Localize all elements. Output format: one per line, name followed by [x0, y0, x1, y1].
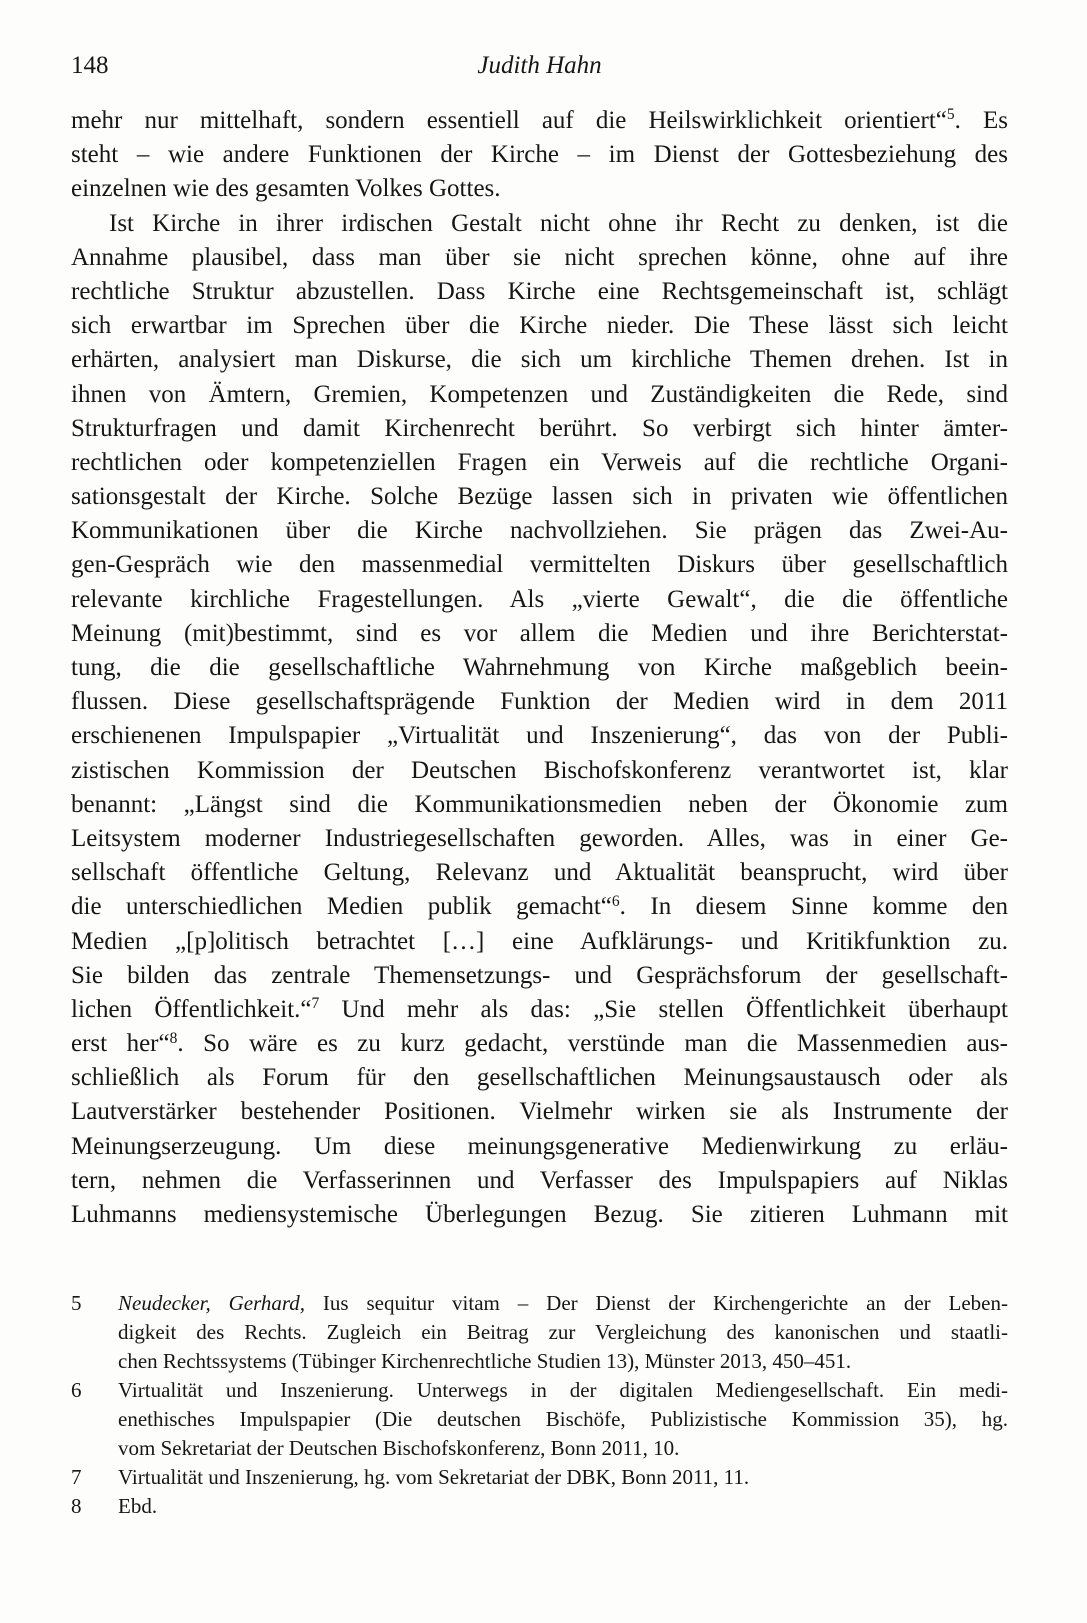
- footnote-text: [118, 1376, 1008, 1463]
- text-line: sich erwartbar im Sprechen über die Kirche nieder. Die These lässt sich leicht: [71, 312, 1008, 340]
- text-line: lichen Öffentlichkeit.“$^7$ Und mehr als das: „Sie stellen Öffentlichkeit überhaupt: [71, 995, 1008, 1023]
- text-line: schließlich als Forum für den gesellschaftlichen Meinungsaustausch oder als: [71, 1064, 1008, 1092]
- text-line: erhärten, analysiert man Diskurse, die sich um kirchliche Themen drehen. Ist in: [71, 346, 1008, 374]
- footnote-line: vom Sekretariat der Deutschen Bischofskonferenz, Bonn 2011, 10.: [118, 1436, 680, 1460]
- text-line: Sie bilden das zentrale Themensetzungs- und Gesprächsforum der gesellschaft-: [71, 961, 1008, 989]
- text-line: die unterschiedlichen Medien publik gemacht“$^6$. In diesem Sinne komme den: [71, 892, 1008, 921]
- page-header: [71, 52, 1008, 86]
- text-line: Meinung (mit)bestimmt, sind es vor allem die Medien und ihre Berichterstat-: [71, 619, 1008, 647]
- footnote: [71, 1492, 1008, 1521]
- text-line: Meinungserzeugung. Um diese meinungsgenerative Medienwirkung zu erläu-: [71, 1132, 1008, 1160]
- text-line: erst her“$^8$. So wäre es zu kurz gedacht, verstünde man die Massenmedien aus-: [71, 1029, 1008, 1058]
- text-line: zistischen Kommission der Deutschen Bischofskonferenz verantwortet ist, klar: [71, 756, 1008, 784]
- footnote-line: Virtualität und Inszenierung. Unterwegs in der digitalen Mediengesellschaft. Ein medi-: [118, 1378, 1008, 1402]
- text-line: Leitsystem moderner Industriegesellschaften geworden. Alles, was in einer Ge-: [71, 824, 1008, 852]
- text-line: steht – wie andere Funktionen der Kirche – im Dienst der Gottesbeziehung des: [71, 141, 1008, 169]
- footnotes-section: [71, 1289, 1008, 1521]
- text-line: einzelnen wie des gesamten Volkes Gottes.: [71, 175, 501, 203]
- body-text: [71, 104, 1008, 1232]
- text-line: relevante kirchliche Fragestellungen. Als „vierte Gewalt“, die die öffentliche: [71, 585, 1008, 613]
- footnote-number: 7: [71, 1465, 82, 1489]
- text-line: mehr nur mittelhaft, sondern essentiell auf die Heilswirklichkeit orientiert“$^5$. Es: [71, 106, 1009, 134]
- footnote: [71, 1463, 1008, 1492]
- running-head: Judith Hahn: [477, 52, 602, 79]
- footnote-text: [118, 1289, 1008, 1376]
- text-line: rechtlichen oder kompetenziellen Fragen ein Verweis auf die rechtliche Organi-: [71, 448, 1008, 476]
- text-line: erschienenen Impulspapier „Virtualität und Inszenierung“, das von der Publi-: [71, 722, 1008, 750]
- footnote-line: Virtualität und Inszenierung, hg. vom Sekretariat der DBK, Bonn 2011, 11.: [118, 1465, 750, 1489]
- footnote-number: 8: [71, 1494, 82, 1518]
- footnote-line: enethisches Impulspapier (Die deutschen Bischöfe, Publizistische Kommission 35), hg.: [118, 1407, 1008, 1431]
- text-line: Medien „[p]olitisch betrachtet […] eine Aufklärungs- und Kritikfunktion zu.: [71, 927, 1008, 955]
- footnote-text: [118, 1463, 1008, 1492]
- text-line: sationsgestalt der Kirche. Solche Bezüge lassen sich in privaten wie öffentlichen: [71, 483, 1008, 511]
- text-line: benannt: „Längst sind die Kommunikationsmedien neben der Ökonomie zum: [71, 790, 1008, 818]
- text-line: tung, die die gesellschaftliche Wahrnehmung von Kirche maßgeblich beein-: [71, 654, 1008, 681]
- text-line: ihnen von Ämtern, Gremien, Kompetenzen und Zuständigkeiten die Rede, sind: [71, 380, 1008, 408]
- footnote: [71, 1376, 1008, 1463]
- text-line: Annahme plausibel, dass man über sie nicht sprechen könne, ohne auf ihre: [71, 243, 1008, 271]
- footnote-text: [118, 1492, 1008, 1521]
- text-line: Ist Kirche in ihrer irdischen Gestalt nicht ohne ihr Recht zu denken, ist die: [109, 209, 1008, 237]
- text-line: Kommunikationen über die Kirche nachvollziehen. Sie prägen das Zwei-Au-: [71, 517, 1008, 545]
- footnote-line: chen Rechtssystems (Tübinger Kirchenrechtliche Studien 13), Münster 2013, 450–451.: [118, 1349, 852, 1373]
- text-line: Strukturfragen und damit Kirchenrecht berührt. So verbirgt sich hinter ämter-: [71, 414, 1008, 442]
- footnote-line: Neudecker, Gerhard, Ius sequitur vitam – Der Dienst der Kirchengerichte an der Leben-: [118, 1291, 1008, 1315]
- text-line: rechtliche Struktur abzustellen. Dass Kirche eine Rechtsgemeinschaft ist, schlägt: [71, 277, 1008, 305]
- page-number: 148: [71, 52, 109, 79]
- text-line: sellschaft öffentliche Geltung, Relevanz und Aktualität beansprucht, wird über: [71, 859, 1008, 887]
- footnote-line: Ebd.: [118, 1494, 158, 1518]
- footnote: [71, 1289, 1008, 1376]
- footnote-number: 5: [71, 1291, 82, 1315]
- text-line: Luhmanns mediensystemische Überlegungen Bezug. Sie zitieren Luhmann mit: [71, 1201, 1008, 1228]
- text-line: tern, nehmen die Verfasserinnen und Verfasser des Impulspapiers auf Niklas: [71, 1166, 1008, 1194]
- text-line: flussen. Diese gesellschaftsprägende Funktion der Medien wird in dem 2011: [71, 688, 1008, 716]
- footnote-line: digkeit des Rechts. Zugleich ein Beitrag zur Vergleichung des kanonischen und staatli-: [118, 1320, 1008, 1344]
- text-line: gen-Gespräch wie den massenmedial vermittelten Diskurs über gesellschaftlich: [71, 551, 1008, 579]
- footnote-number: 6: [71, 1378, 82, 1402]
- text-line: Lautverstärker bestehender Positionen. Vielmehr wirken sie als Instrumente der: [71, 1098, 1008, 1126]
